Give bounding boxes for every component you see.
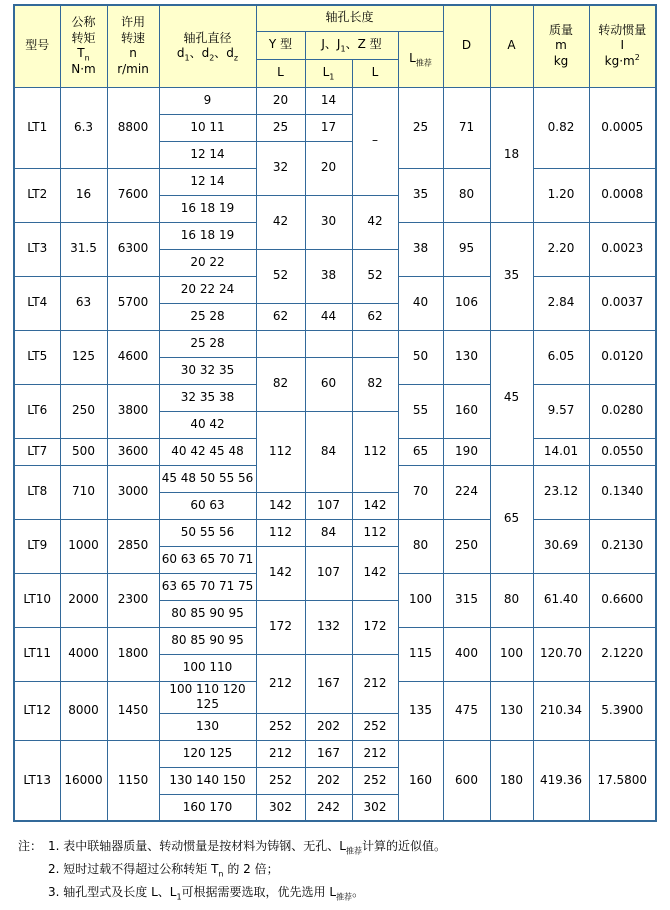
- len-y-cell: 112: [256, 519, 305, 546]
- speed-cell: 4600: [107, 330, 159, 384]
- model-cell: LT10: [14, 573, 60, 627]
- diameter-cell: 60 63: [159, 492, 256, 519]
- a-cell: 18: [490, 87, 533, 222]
- len-j1-cell: 107: [305, 492, 352, 519]
- diameter-cell: 100 110 120 125: [159, 681, 256, 713]
- torque-cell: 250: [60, 384, 107, 438]
- diameter-cell: 60 63 65 70 71: [159, 546, 256, 573]
- mass-cell: 6.05: [533, 330, 589, 384]
- len-j1-cell: 17: [305, 114, 352, 141]
- len-j1-cell: 84: [305, 519, 352, 546]
- len-j1-cell: 30: [305, 195, 352, 249]
- len-y-cell: 32: [256, 141, 305, 195]
- table-row: [14, 330, 656, 357]
- inertia-cell: 2.1220: [589, 627, 656, 681]
- header-l1: $L_1$: [305, 59, 352, 87]
- a-cell: 80: [490, 573, 533, 627]
- len-y-cell: 212: [256, 740, 305, 767]
- len-z-cell: –: [352, 87, 398, 195]
- diameter-cell: 32 35 38: [159, 384, 256, 411]
- header-mass: 质量 m kg: [533, 5, 589, 87]
- diameter-cell: 20 22 24: [159, 276, 256, 303]
- diameter-cell: 20 22: [159, 249, 256, 276]
- len-recommended-cell: 25: [398, 87, 443, 168]
- speed-cell: 2300: [107, 573, 159, 627]
- len-recommended-cell: 50: [398, 330, 443, 384]
- len-z-cell: 112: [352, 519, 398, 546]
- mass-cell: 2.20: [533, 222, 589, 276]
- header-l-z: L: [352, 59, 398, 87]
- a-cell: 100: [490, 627, 533, 681]
- note-text: 1. 表中联轴器质量、转动惯量是按材料为铸钢、无孔、$L_{推荐}$计算的近似值。: [48, 839, 446, 856]
- speed-cell: 3600: [107, 438, 159, 465]
- len-y-cell: 52: [256, 249, 305, 303]
- torque-cell: 1000: [60, 519, 107, 573]
- header-row: [14, 5, 656, 31]
- len-j1-cell: 167: [305, 740, 352, 767]
- len-y-cell: 252: [256, 713, 305, 740]
- len-y-cell: 25: [256, 114, 305, 141]
- speed-cell: 2850: [107, 519, 159, 573]
- torque-cell: 16000: [60, 740, 107, 821]
- diameter-cell: 160 170: [159, 794, 256, 821]
- diameter-cell: 120 125: [159, 740, 256, 767]
- diameter-cell: 63 65 70 71 75: [159, 573, 256, 600]
- len-j1-cell: 202: [305, 713, 352, 740]
- speed-cell: 8800: [107, 87, 159, 168]
- mass-cell: 23.12: [533, 465, 589, 519]
- len-recommended-cell: 38: [398, 222, 443, 276]
- len-j1-cell: 132: [305, 600, 352, 654]
- torque-cell: 2000: [60, 573, 107, 627]
- header-jz-type: J、$J_1$、Z 型: [305, 31, 398, 59]
- diameter-cell: 12 14: [159, 168, 256, 195]
- len-j1-cell: 167: [305, 654, 352, 713]
- len-y-cell: 172: [256, 600, 305, 654]
- table-body: [14, 87, 656, 821]
- table-row: [14, 87, 656, 114]
- len-j1-cell: 14: [305, 87, 352, 114]
- torque-cell: 710: [60, 465, 107, 519]
- len-y-cell: 142: [256, 546, 305, 600]
- len-recommended-cell: 135: [398, 681, 443, 740]
- len-recommended-cell: 100: [398, 573, 443, 627]
- len-j1-cell: 202: [305, 767, 352, 794]
- header-y-type: Y 型: [256, 31, 305, 59]
- len-z-cell: 172: [352, 600, 398, 654]
- len-z-cell: 212: [352, 654, 398, 713]
- len-j1-cell: 20: [305, 141, 352, 195]
- speed-cell: 1450: [107, 681, 159, 740]
- model-cell: LT11: [14, 627, 60, 681]
- model-cell: LT7: [14, 438, 60, 465]
- diameter-cell: 130: [159, 713, 256, 740]
- len-y-cell: 82: [256, 357, 305, 411]
- len-j1-cell: 44: [305, 303, 352, 330]
- notes: [18, 835, 670, 904]
- len-z-cell: 142: [352, 546, 398, 600]
- a-cell: 45: [490, 330, 533, 465]
- torque-cell: 16: [60, 168, 107, 222]
- len-z-cell: 42: [352, 195, 398, 249]
- header-bore-diameter: 轴孔直径 $d_1$、$d_2$、$d_z$: [159, 5, 256, 87]
- note-text: 3. 轴孔型式及长度 L、$L_1$可根据需要选取，优先选用 $L_{推荐}$。: [48, 885, 365, 902]
- table-header: [14, 5, 656, 87]
- diameter-cell: 80 85 90 95: [159, 600, 256, 627]
- inertia-cell: 0.0005: [589, 87, 656, 168]
- inertia-cell: 0.0008: [589, 168, 656, 222]
- model-cell: LT9: [14, 519, 60, 573]
- diameter-cell: 80 85 90 95: [159, 627, 256, 654]
- diameter-cell: 25 28: [159, 303, 256, 330]
- mass-cell: 14.01: [533, 438, 589, 465]
- inertia-cell: 0.6600: [589, 573, 656, 627]
- mass-cell: 2.84: [533, 276, 589, 330]
- mass-cell: 419.36: [533, 740, 589, 821]
- mass-cell: 120.70: [533, 627, 589, 681]
- len-y-cell: 20: [256, 87, 305, 114]
- diameter-cell: 30 32 35: [159, 357, 256, 384]
- inertia-cell: 0.0120: [589, 330, 656, 384]
- len-y-cell: 252: [256, 767, 305, 794]
- coupling-spec-table: [13, 4, 657, 822]
- len-j1-cell: 38: [305, 249, 352, 303]
- d-cell: 130: [443, 330, 490, 384]
- torque-cell: 63: [60, 276, 107, 330]
- torque-cell: 31.5: [60, 222, 107, 276]
- d-cell: 71: [443, 87, 490, 168]
- inertia-cell: 0.1340: [589, 465, 656, 519]
- model-cell: LT12: [14, 681, 60, 740]
- len-z-cell: 302: [352, 794, 398, 821]
- speed-cell: 5700: [107, 276, 159, 330]
- diameter-cell: 10 11: [159, 114, 256, 141]
- mass-cell: 0.82: [533, 87, 589, 168]
- note-text: 2. 短时过载不得超过公称转矩 $T_n$ 的 2 倍；: [48, 862, 279, 879]
- model-cell: LT3: [14, 222, 60, 276]
- inertia-cell: 0.0023: [589, 222, 656, 276]
- len-y-cell: 302: [256, 794, 305, 821]
- model-cell: LT2: [14, 168, 60, 222]
- a-cell: 130: [490, 681, 533, 740]
- a-cell: 65: [490, 465, 533, 573]
- len-z-cell: [352, 330, 398, 357]
- torque-cell: 6.3: [60, 87, 107, 168]
- len-z-cell: 252: [352, 713, 398, 740]
- diameter-cell: 50 55 56: [159, 519, 256, 546]
- d-cell: 160: [443, 384, 490, 438]
- note-item: [18, 881, 670, 904]
- speed-cell: 3000: [107, 465, 159, 519]
- header-inertia: 转动惯量 I $kg\cdot m^2$: [589, 5, 656, 87]
- len-recommended-cell: 115: [398, 627, 443, 681]
- len-recommended-cell: 80: [398, 519, 443, 573]
- diameter-cell: 40 42 45 48: [159, 438, 256, 465]
- d-cell: 95: [443, 222, 490, 276]
- header-bore-length: 轴孔长度: [256, 5, 443, 31]
- model-cell: LT6: [14, 384, 60, 438]
- speed-cell: 3800: [107, 384, 159, 438]
- torque-cell: 4000: [60, 627, 107, 681]
- notes-label: [18, 881, 48, 904]
- d-cell: 600: [443, 740, 490, 821]
- len-j1-cell: 107: [305, 546, 352, 600]
- diameter-cell: 16 18 19: [159, 222, 256, 249]
- notes-label: 注：: [18, 839, 43, 854]
- len-recommended-cell: 55: [398, 384, 443, 438]
- mass-cell: 210.34: [533, 681, 589, 740]
- d-cell: 475: [443, 681, 490, 740]
- model-cell: LT5: [14, 330, 60, 384]
- len-z-cell: 142: [352, 492, 398, 519]
- len-recommended-cell: 160: [398, 740, 443, 821]
- a-cell: 180: [490, 740, 533, 821]
- len-y-cell: [256, 330, 305, 357]
- len-z-cell: 212: [352, 740, 398, 767]
- diameter-cell: 40 42: [159, 411, 256, 438]
- len-j1-cell: [305, 330, 352, 357]
- torque-cell: 500: [60, 438, 107, 465]
- len-z-cell: 112: [352, 411, 398, 492]
- len-j1-cell: 60: [305, 357, 352, 411]
- len-y-cell: 112: [256, 411, 305, 492]
- speed-cell: 1800: [107, 627, 159, 681]
- header-a: A: [490, 5, 533, 87]
- len-j1-cell: 242: [305, 794, 352, 821]
- page: [0, 4, 670, 910]
- d-cell: 250: [443, 519, 490, 573]
- d-cell: 80: [443, 168, 490, 222]
- diameter-cell: 45 48 50 55 56: [159, 465, 256, 492]
- len-z-cell: 62: [352, 303, 398, 330]
- model-cell: LT13: [14, 740, 60, 821]
- diameter-cell: 100 110: [159, 654, 256, 681]
- a-cell: 35: [490, 222, 533, 330]
- model-cell: LT4: [14, 276, 60, 330]
- header-model: 型号: [14, 5, 60, 87]
- diameter-cell: 12 14: [159, 141, 256, 168]
- inertia-cell: 5.3900: [589, 681, 656, 740]
- model-cell: LT8: [14, 465, 60, 519]
- inertia-cell: 0.0037: [589, 276, 656, 330]
- len-z-cell: 82: [352, 357, 398, 411]
- speed-cell: 6300: [107, 222, 159, 276]
- len-y-cell: 62: [256, 303, 305, 330]
- header-speed: 许用 转速 n r/min: [107, 5, 159, 87]
- mass-cell: 1.20: [533, 168, 589, 222]
- len-y-cell: 42: [256, 195, 305, 249]
- d-cell: 400: [443, 627, 490, 681]
- inertia-cell: 0.0550: [589, 438, 656, 465]
- torque-cell: 8000: [60, 681, 107, 740]
- len-recommended-cell: 40: [398, 276, 443, 330]
- notes-label: [18, 858, 48, 881]
- table-row: [14, 519, 656, 546]
- torque-cell: 125: [60, 330, 107, 384]
- diameter-cell: 16 18 19: [159, 195, 256, 222]
- diameter-cell: 25 28: [159, 330, 256, 357]
- inertia-cell: 17.5800: [589, 740, 656, 821]
- len-recommended-cell: 65: [398, 438, 443, 465]
- note-item: [18, 835, 670, 858]
- table-row: [14, 740, 656, 767]
- speed-cell: 7600: [107, 168, 159, 222]
- header-l-recommended: $L_{推荐}$: [398, 31, 443, 87]
- speed-cell: 1150: [107, 740, 159, 821]
- mass-cell: 61.40: [533, 573, 589, 627]
- model-cell: LT1: [14, 87, 60, 168]
- mass-cell: 9.57: [533, 384, 589, 438]
- inertia-cell: 0.0280: [589, 384, 656, 438]
- len-z-cell: 52: [352, 249, 398, 303]
- diameter-cell: 130 140 150: [159, 767, 256, 794]
- len-j1-cell: 84: [305, 411, 352, 492]
- len-recommended-cell: 70: [398, 465, 443, 519]
- d-cell: 190: [443, 438, 490, 465]
- inertia-cell: 0.2130: [589, 519, 656, 573]
- len-recommended-cell: 35: [398, 168, 443, 222]
- header-d: D: [443, 5, 490, 87]
- diameter-cell: 9: [159, 87, 256, 114]
- len-y-cell: 142: [256, 492, 305, 519]
- note-item: [18, 858, 670, 881]
- d-cell: 224: [443, 465, 490, 519]
- header-torque: 公称 转矩 $T_n$ N·m: [60, 5, 107, 87]
- header-l-y: L: [256, 59, 305, 87]
- len-y-cell: 212: [256, 654, 305, 713]
- d-cell: 315: [443, 573, 490, 627]
- d-cell: 106: [443, 276, 490, 330]
- mass-cell: 30.69: [533, 519, 589, 573]
- len-z-cell: 252: [352, 767, 398, 794]
